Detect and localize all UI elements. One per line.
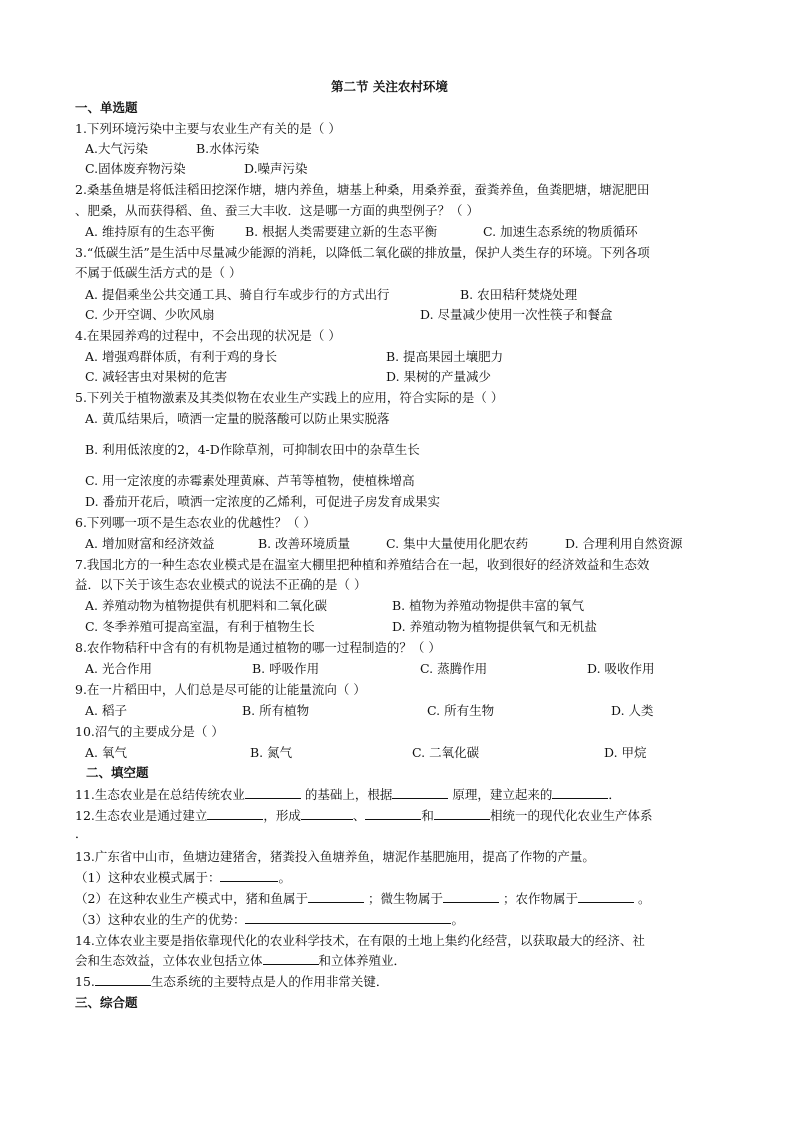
question-1: 1.下列环境污染中主要与农业生产有关的是（ ） — [75, 121, 341, 136]
answer-blank[interactable] — [301, 807, 353, 820]
question-9: 9.在一片稻田中，人们总是尽可能的让能量流向（ ） — [75, 682, 366, 697]
option-4c: C. 减轻害虫对果树的危害 — [85, 369, 228, 384]
option-6d: D. 合理利用自然资源 — [565, 536, 683, 551]
question-11-text-2: 的基础上，根据 — [304, 787, 393, 802]
question-7-line-2: 益．以下关于该生态农业模式的说法不正确的是（ ） — [75, 577, 367, 592]
answer-blank[interactable] — [308, 890, 364, 903]
option-5c: C. 用一定浓度的赤霉素处理黄麻、芦苇等植物，使植株增高 — [85, 473, 415, 488]
question-12 — [75, 807, 652, 824]
question-11-text-4: ． — [608, 787, 621, 802]
question-13-2-text-1: （2）在这种农业生产模式中，猪和鱼属于 — [75, 891, 308, 906]
question-12-text-3: 、 — [352, 808, 366, 823]
answer-blank[interactable] — [552, 786, 608, 799]
question-10: 10.沼气的主要成分是（ ） — [75, 724, 224, 739]
option-5a: A. 黄瓜结果后，喷洒一定量的脱落酸可以防止果实脱落 — [85, 411, 390, 426]
option-6a: A. 增加财富和经济效益 — [85, 536, 215, 551]
question-13-2 — [75, 890, 650, 907]
answer-blank[interactable] — [207, 807, 263, 820]
option-10b: B. 氮气 — [250, 745, 293, 760]
question-13-2-text-3: ；农作物属于 — [502, 891, 578, 906]
option-1a: A.大气污染 — [85, 141, 149, 156]
option-10a: A. 氧气 — [85, 745, 127, 760]
option-7b: B. 植物为养殖动物提供丰富的氧气 — [392, 598, 585, 613]
option-3b: B. 农田秸秆焚烧处理 — [460, 287, 578, 302]
option-9b: B. 所有植物 — [242, 703, 310, 718]
answer-blank[interactable] — [365, 807, 421, 820]
question-2-line-2: 、肥桑，从而获得稻、鱼、蚕三大丰收．这是哪一方面的典型例子？（ ） — [75, 203, 479, 218]
question-14-text-1: 会和生态效益，立体农业包括立体 — [75, 953, 263, 968]
option-9d: D. 人类 — [611, 703, 654, 718]
option-10c: C. 二氧化碳 — [412, 745, 480, 760]
option-9a: A. 稻子 — [85, 703, 127, 718]
question-4: 4.在果园养鸡的过程中，不会出现的状况是（ ） — [75, 328, 341, 343]
question-13-1-end: 。 — [278, 870, 291, 885]
option-4a: A. 增强鸡群体质，有利于鸡的身长 — [85, 349, 277, 364]
question-3-line-2: 不属于低碳生活方式的是（ ） — [75, 265, 242, 280]
option-6c: C. 集中大量使用化肥农药 — [386, 536, 529, 551]
question-13-2-text-2: ；微生物属于 — [367, 891, 443, 906]
question-12-text-2: ，形成 — [263, 808, 301, 823]
option-2c: C. 加速生态系统的物质循环 — [483, 224, 638, 239]
option-1c: C.固体废弃物污染 — [85, 161, 186, 176]
question-6: 6.下列哪一项不是生态农业的优越性？（ ） — [75, 515, 316, 530]
option-10d: D. 甲烷 — [604, 745, 647, 760]
option-8b: B. 呼吸作用 — [252, 661, 320, 676]
option-2a: A. 维持原有的生态平衡 — [85, 224, 215, 239]
option-1d: D.噪声污染 — [244, 161, 308, 176]
question-12-text-1: 12.生态农业是通过建立 — [75, 808, 208, 823]
question-7-line-1: 7.我国北方的一种生态农业模式是在温室大棚里把种植和养殖结合在一起，收到很好的经济效益和生态效 — [75, 557, 650, 572]
question-14-line-1: 14.立体农业主要是指依靠现代化的农业科学技术，在有限的土地上集约化经营，以获取最大的经济、社 — [75, 933, 645, 948]
option-3a: A. 提倡乘坐公共交通工具、骑自行车或步行的方式出行 — [85, 287, 390, 302]
option-8a: A. 光合作用 — [85, 661, 152, 676]
question-11-text-3: 原理，建立起来的 — [452, 787, 553, 802]
question-13-1-text: （1）这种农业模式属于： — [75, 870, 221, 885]
option-2b: B. 根据人类需要建立新的生态平衡 — [245, 224, 438, 239]
question-2-line-1: 2.桑基鱼塘是将低洼稻田挖深作塘，塘内养鱼，塘基上种桑，用桑养蚕，蚕粪养鱼，鱼粪肥塘，塘泥肥田 — [75, 182, 650, 197]
option-7a: A. 养殖动物为植物提供有机肥料和二氧化碳 — [85, 598, 327, 613]
answer-blank[interactable] — [263, 952, 319, 965]
option-8d: D. 吸收作用 — [587, 661, 655, 676]
question-13-1 — [75, 869, 291, 886]
question-13-2-end: 。 — [637, 891, 651, 906]
question-11 — [75, 786, 621, 803]
option-4d: D. 果树的产量减少 — [386, 369, 492, 384]
question-12-text-5: 相统一的现代化农业生产体系 — [489, 808, 653, 823]
page-title: 第二节 关注农村环境 — [331, 79, 448, 94]
question-15-number: 15. — [75, 974, 95, 989]
answer-blank[interactable] — [434, 807, 490, 820]
option-5d: D. 番茄开花后，喷洒一定浓度的乙烯利，可促进子房发育成果实 — [85, 494, 441, 509]
question-8: 8.农作物秸秆中含有的有机物是通过植物的哪一过程制造的？（ ） — [75, 640, 441, 655]
question-13: 13.广东省中山市，鱼塘边建猪舍，猪粪投入鱼塘养鱼，塘泥作基肥施用，提高了作物的产量。 — [75, 849, 595, 864]
question-13-3-end: 。 — [451, 912, 464, 927]
option-8c: C. 蒸腾作用 — [420, 661, 488, 676]
question-12-end: ． — [75, 826, 88, 841]
question-3-line-1: 3.“低碳生活”是生活中尽量减少能源的消耗，以降低二氧化碳的排放量，保护人类生存的环境。下列各项 — [75, 245, 650, 260]
section-heading-fill-in: 二、填空题 — [86, 765, 149, 780]
option-7c: C. 冬季养殖可提高室温，有利于植物生长 — [85, 619, 315, 634]
option-3d: D. 尽量减少使用一次性筷子和餐盒 — [420, 307, 613, 322]
answer-blank[interactable] — [443, 890, 499, 903]
answer-blank[interactable] — [220, 869, 278, 882]
section-heading-single-choice: 一、单选题 — [75, 100, 138, 115]
question-12-text-4: 和 — [421, 808, 434, 823]
option-9c: C. 所有生物 — [427, 703, 495, 718]
option-3c: C. 少开空调、少吹风扇 — [85, 307, 215, 322]
option-1b: B.水体污染 — [196, 141, 260, 156]
question-15 — [75, 973, 388, 990]
question-13-3-text: （3）这种农业的生产的优势： — [75, 912, 246, 927]
answer-blank[interactable] — [578, 890, 634, 903]
answer-blank[interactable] — [245, 786, 301, 799]
question-5: 5.下列关于植物激素及其类似物在农业生产实践上的应用，符合实际的是（ ） — [75, 390, 504, 405]
answer-blank[interactable] — [95, 973, 151, 986]
question-14-line-2 — [75, 952, 406, 969]
question-11-text-1: 11.生态农业是在总结传统农业 — [75, 787, 245, 802]
option-6b: B. 改善环境质量 — [258, 536, 351, 551]
question-13-3 — [75, 911, 464, 928]
option-7d: D. 养殖动物为植物提供氧气和无机盐 — [392, 619, 598, 634]
question-14-text-2: 和立体养殖业． — [318, 953, 407, 968]
question-15-text: 生态系统的主要特点是人的作用非常关键． — [150, 974, 389, 989]
section-heading-comprehensive: 三、综合题 — [75, 995, 138, 1010]
option-5b: B. 利用低浓度的2，4-D作除草剂，可抑制农田中的杂草生长 — [85, 442, 420, 457]
option-4b: B. 提高果园土壤肥力 — [386, 349, 504, 364]
answer-blank[interactable] — [392, 786, 448, 799]
answer-blank[interactable] — [245, 911, 451, 924]
